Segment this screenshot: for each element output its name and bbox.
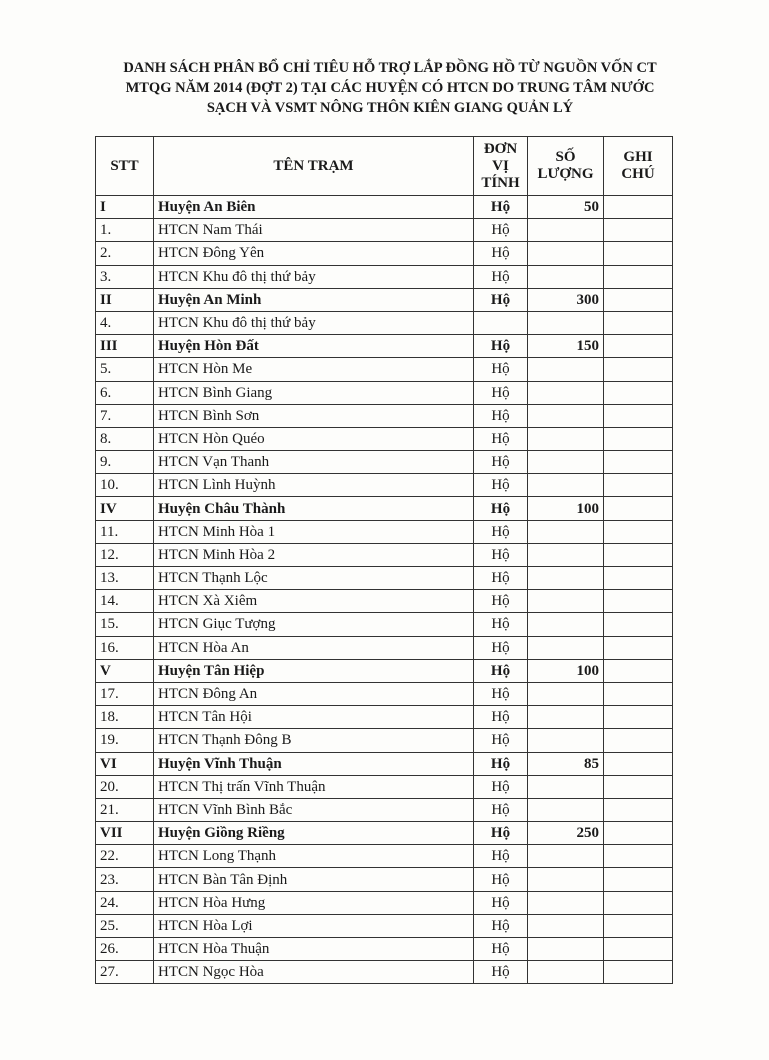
- quantity-cell: [528, 242, 604, 265]
- table-row: [96, 451, 673, 474]
- station-name-cell: HTCN Lình Huỳnh: [154, 474, 474, 497]
- quantity-cell: [528, 474, 604, 497]
- table-row: [96, 729, 673, 752]
- stt-cell: VI: [96, 752, 154, 775]
- station-name-cell: HTCN Hòa Thuận: [154, 938, 474, 961]
- quantity-cell: 85: [528, 752, 604, 775]
- stt-cell: 7.: [96, 404, 154, 427]
- unit-cell: Hộ: [474, 196, 528, 219]
- station-name-cell: HTCN Long Thạnh: [154, 845, 474, 868]
- header-stt: STT: [96, 137, 154, 196]
- quantity-cell: [528, 868, 604, 891]
- station-name-cell: HTCN Bình Giang: [154, 381, 474, 404]
- stt-cell: 14.: [96, 590, 154, 613]
- station-name-cell: HTCN Minh Hòa 2: [154, 543, 474, 566]
- quantity-cell: 50: [528, 196, 604, 219]
- quantity-cell: [528, 451, 604, 474]
- unit-cell: [474, 311, 528, 334]
- note-cell: [604, 404, 673, 427]
- unit-cell: Hộ: [474, 520, 528, 543]
- table-row: [96, 242, 673, 265]
- quantity-cell: [528, 636, 604, 659]
- unit-cell: Hộ: [474, 868, 528, 891]
- stt-cell: 9.: [96, 451, 154, 474]
- quantity-cell: [528, 404, 604, 427]
- table-row: [96, 706, 673, 729]
- district-row: [96, 659, 673, 682]
- stt-cell: 25.: [96, 914, 154, 937]
- stt-cell: 8.: [96, 427, 154, 450]
- unit-cell: Hộ: [474, 474, 528, 497]
- stt-cell: 17.: [96, 682, 154, 705]
- note-cell: [604, 798, 673, 821]
- station-name-cell: Huyện Hòn Đất: [154, 335, 474, 358]
- station-name-cell: HTCN Thị trấn Vĩnh Thuận: [154, 775, 474, 798]
- unit-cell: Hộ: [474, 358, 528, 381]
- station-name-cell: Huyện An Biên: [154, 196, 474, 219]
- station-name-cell: Huyện Giồng Riềng: [154, 822, 474, 845]
- table-row: [96, 961, 673, 984]
- station-name-cell: Huyện An Minh: [154, 288, 474, 311]
- title-line-2: MTQG NĂM 2014 (ĐỢT 2) TẠI CÁC HUYỆN CÓ HTCN DO TRUNG TÂM NƯỚC: [125, 80, 655, 96]
- note-cell: [604, 682, 673, 705]
- title-line-3: SẠCH VÀ VSMT NÔNG THÔN KIÊN GIANG QUẢN LÝ: [206, 100, 574, 116]
- district-row: [96, 288, 673, 311]
- table-body: [96, 196, 673, 984]
- note-cell: [604, 311, 673, 334]
- note-cell: [604, 822, 673, 845]
- stt-cell: 27.: [96, 961, 154, 984]
- stt-cell: 20.: [96, 775, 154, 798]
- table-header-row: [96, 137, 673, 196]
- allocation-table: [95, 136, 673, 984]
- note-cell: [604, 845, 673, 868]
- note-cell: [604, 891, 673, 914]
- note-cell: [604, 868, 673, 891]
- stt-cell: II: [96, 288, 154, 311]
- station-name-cell: HTCN Hòa An: [154, 636, 474, 659]
- unit-cell: Hộ: [474, 427, 528, 450]
- station-name-cell: Huyện Tân Hiệp: [154, 659, 474, 682]
- table-row: [96, 520, 673, 543]
- note-cell: [604, 474, 673, 497]
- note-cell: [604, 288, 673, 311]
- district-row: [96, 752, 673, 775]
- note-cell: [604, 451, 673, 474]
- unit-cell: Hộ: [474, 636, 528, 659]
- station-name-cell: HTCN Hòn Quéo: [154, 427, 474, 450]
- unit-cell: Hộ: [474, 451, 528, 474]
- unit-cell: Hộ: [474, 682, 528, 705]
- station-name-cell: HTCN Bình Sơn: [154, 404, 474, 427]
- stt-cell: 3.: [96, 265, 154, 288]
- stt-cell: 13.: [96, 567, 154, 590]
- quantity-cell: [528, 729, 604, 752]
- stt-cell: 21.: [96, 798, 154, 821]
- unit-cell: Hộ: [474, 567, 528, 590]
- unit-cell: Hộ: [474, 613, 528, 636]
- note-cell: [604, 775, 673, 798]
- note-cell: [604, 659, 673, 682]
- unit-cell: Hộ: [474, 219, 528, 242]
- unit-cell: Hộ: [474, 752, 528, 775]
- table-row: [96, 845, 673, 868]
- quantity-cell: [528, 520, 604, 543]
- quantity-cell: [528, 543, 604, 566]
- unit-cell: Hộ: [474, 265, 528, 288]
- stt-cell: 26.: [96, 938, 154, 961]
- unit-cell: Hộ: [474, 938, 528, 961]
- header-unit: ĐƠN VỊ TÍNH: [474, 137, 528, 196]
- note-cell: [604, 729, 673, 752]
- stt-cell: IV: [96, 497, 154, 520]
- title-line-1: DANH SÁCH PHÂN BỔ CHỈ TIÊU HỖ TRỢ LẮP ĐỒNG HỒ TỪ NGUỒN VỐN CT: [123, 60, 657, 76]
- quantity-cell: [528, 845, 604, 868]
- stt-cell: VII: [96, 822, 154, 845]
- stt-cell: 5.: [96, 358, 154, 381]
- unit-cell: Hộ: [474, 822, 528, 845]
- table-row: [96, 891, 673, 914]
- note-cell: [604, 358, 673, 381]
- table-row: [96, 219, 673, 242]
- unit-cell: Hộ: [474, 381, 528, 404]
- quantity-cell: [528, 358, 604, 381]
- quantity-cell: [528, 613, 604, 636]
- note-cell: [604, 219, 673, 242]
- table-row: [96, 868, 673, 891]
- quantity-cell: 100: [528, 659, 604, 682]
- table-row: [96, 613, 673, 636]
- note-cell: [604, 636, 673, 659]
- note-cell: [604, 706, 673, 729]
- stt-cell: I: [96, 196, 154, 219]
- station-name-cell: Huyện Vĩnh Thuận: [154, 752, 474, 775]
- station-name-cell: HTCN Hòa Lợi: [154, 914, 474, 937]
- unit-cell: Hộ: [474, 335, 528, 358]
- station-name-cell: HTCN Xà Xiêm: [154, 590, 474, 613]
- note-cell: [604, 242, 673, 265]
- table-row: [96, 682, 673, 705]
- quantity-cell: 100: [528, 497, 604, 520]
- unit-cell: Hộ: [474, 891, 528, 914]
- stt-cell: 15.: [96, 613, 154, 636]
- station-name-cell: HTCN Khu đô thị thứ bảy: [154, 265, 474, 288]
- quantity-cell: 250: [528, 822, 604, 845]
- header-quantity: SỐ LƯỢNG: [528, 137, 604, 196]
- station-name-cell: HTCN Vĩnh Bình Bắc: [154, 798, 474, 821]
- quantity-cell: [528, 590, 604, 613]
- note-cell: [604, 196, 673, 219]
- unit-cell: Hộ: [474, 497, 528, 520]
- quantity-cell: [528, 427, 604, 450]
- unit-cell: Hộ: [474, 543, 528, 566]
- station-name-cell: HTCN Ngọc Hòa: [154, 961, 474, 984]
- quantity-cell: [528, 914, 604, 937]
- unit-cell: Hộ: [474, 288, 528, 311]
- note-cell: [604, 567, 673, 590]
- note-cell: [604, 265, 673, 288]
- quantity-cell: 300: [528, 288, 604, 311]
- table-row: [96, 636, 673, 659]
- quantity-cell: [528, 265, 604, 288]
- station-name-cell: HTCN Thạnh Lộc: [154, 567, 474, 590]
- station-name-cell: HTCN Thạnh Đông B: [154, 729, 474, 752]
- stt-cell: 1.: [96, 219, 154, 242]
- unit-cell: Hộ: [474, 775, 528, 798]
- table-row: [96, 427, 673, 450]
- quantity-cell: [528, 775, 604, 798]
- header-station-name: TÊN TRẠM: [154, 137, 474, 196]
- stt-cell: 4.: [96, 311, 154, 334]
- quantity-cell: [528, 219, 604, 242]
- note-cell: [604, 381, 673, 404]
- district-row: [96, 497, 673, 520]
- station-name-cell: HTCN Vạn Thanh: [154, 451, 474, 474]
- stt-cell: III: [96, 335, 154, 358]
- unit-cell: Hộ: [474, 798, 528, 821]
- unit-cell: Hộ: [474, 659, 528, 682]
- station-name-cell: HTCN Tân Hội: [154, 706, 474, 729]
- header-note: GHI CHÚ: [604, 137, 673, 196]
- unit-cell: Hộ: [474, 961, 528, 984]
- table-row: [96, 311, 673, 334]
- note-cell: [604, 613, 673, 636]
- station-name-cell: HTCN Giục Tượng: [154, 613, 474, 636]
- note-cell: [604, 520, 673, 543]
- station-name-cell: HTCN Đông Yên: [154, 242, 474, 265]
- note-cell: [604, 752, 673, 775]
- station-name-cell: HTCN Đông An: [154, 682, 474, 705]
- table-row: [96, 381, 673, 404]
- stt-cell: 10.: [96, 474, 154, 497]
- district-row: [96, 822, 673, 845]
- unit-cell: Hộ: [474, 914, 528, 937]
- stt-cell: 16.: [96, 636, 154, 659]
- quantity-cell: [528, 938, 604, 961]
- station-name-cell: HTCN Minh Hòa 1: [154, 520, 474, 543]
- station-name-cell: HTCN Khu đô thị thứ bảy: [154, 311, 474, 334]
- district-row: [96, 196, 673, 219]
- table-row: [96, 914, 673, 937]
- stt-cell: 2.: [96, 242, 154, 265]
- station-name-cell: Huyện Châu Thành: [154, 497, 474, 520]
- quantity-cell: [528, 682, 604, 705]
- unit-cell: Hộ: [474, 729, 528, 752]
- note-cell: [604, 427, 673, 450]
- stt-cell: 19.: [96, 729, 154, 752]
- note-cell: [604, 543, 673, 566]
- table-row: [96, 474, 673, 497]
- stt-cell: 23.: [96, 868, 154, 891]
- stt-cell: 11.: [96, 520, 154, 543]
- stt-cell: 12.: [96, 543, 154, 566]
- unit-cell: Hộ: [474, 706, 528, 729]
- stt-cell: 22.: [96, 845, 154, 868]
- note-cell: [604, 590, 673, 613]
- stt-cell: 18.: [96, 706, 154, 729]
- unit-cell: Hộ: [474, 845, 528, 868]
- table-row: [96, 938, 673, 961]
- table-row: [96, 798, 673, 821]
- stt-cell: 6.: [96, 381, 154, 404]
- table-row: [96, 543, 673, 566]
- station-name-cell: HTCN Bàn Tân Định: [154, 868, 474, 891]
- note-cell: [604, 961, 673, 984]
- table-row: [96, 567, 673, 590]
- unit-cell: Hộ: [474, 590, 528, 613]
- note-cell: [604, 914, 673, 937]
- quantity-cell: [528, 311, 604, 334]
- table-row: [96, 265, 673, 288]
- unit-cell: Hộ: [474, 404, 528, 427]
- quantity-cell: [528, 567, 604, 590]
- document-title: [60, 58, 720, 118]
- quantity-cell: 150: [528, 335, 604, 358]
- stt-cell: V: [96, 659, 154, 682]
- table-row: [96, 404, 673, 427]
- note-cell: [604, 938, 673, 961]
- station-name-cell: HTCN Nam Thái: [154, 219, 474, 242]
- quantity-cell: [528, 961, 604, 984]
- district-row: [96, 335, 673, 358]
- note-cell: [604, 497, 673, 520]
- table-row: [96, 590, 673, 613]
- note-cell: [604, 335, 673, 358]
- quantity-cell: [528, 706, 604, 729]
- table-row: [96, 358, 673, 381]
- quantity-cell: [528, 381, 604, 404]
- station-name-cell: HTCN Hòa Hưng: [154, 891, 474, 914]
- quantity-cell: [528, 891, 604, 914]
- unit-cell: Hộ: [474, 242, 528, 265]
- table-row: [96, 775, 673, 798]
- quantity-cell: [528, 798, 604, 821]
- stt-cell: 24.: [96, 891, 154, 914]
- station-name-cell: HTCN Hòn Me: [154, 358, 474, 381]
